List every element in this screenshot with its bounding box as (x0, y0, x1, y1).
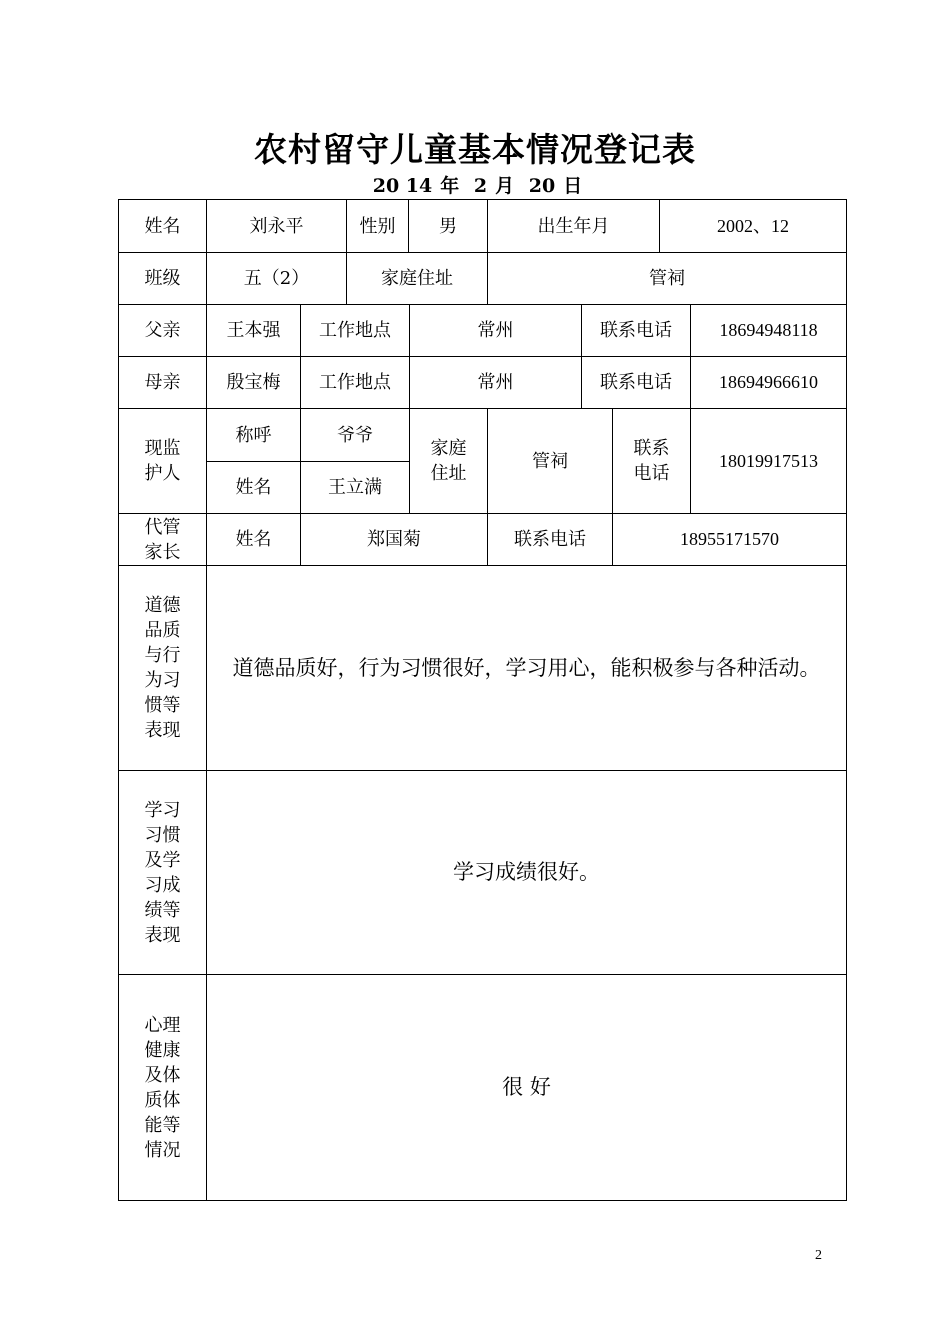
child-class-value: 五（2） (206, 252, 347, 305)
guardian-label: 现监 护人 (118, 408, 207, 514)
health-label: 心理 健康 及体 质体 能等 情况 (118, 974, 207, 1201)
mother-work-label: 工作地点 (300, 356, 410, 409)
child-name-value: 刘永平 (206, 199, 347, 253)
study-text: 学习成绩很好。 (206, 770, 847, 975)
proxy-label: 代管 家长 (118, 513, 207, 566)
proxy-phone-value: 18955171570 (612, 513, 847, 566)
child-class-label: 班级 (118, 252, 207, 305)
guardian-relation-value: 爷爷 (300, 408, 410, 462)
child-birth-value: 2002、12 (659, 199, 847, 253)
mother-work-value: 常州 (409, 356, 582, 409)
child-gender-label: 性别 (346, 199, 409, 253)
father-name: 王本强 (206, 304, 301, 357)
proxy-name-value: 郑国菊 (300, 513, 488, 566)
form-date: 20 14 年 2 月 20 日 (372, 175, 583, 197)
guardian-name-label: 姓名 (206, 461, 301, 514)
health-text: 很 好 (206, 974, 847, 1201)
child-gender-value: 男 (408, 199, 488, 253)
child-birth-label: 出生年月 (487, 199, 660, 253)
father-phone-value: 18694948118 (690, 304, 847, 357)
mother-phone-value: 18694966610 (690, 356, 847, 409)
guardian-address-label: 家庭 住址 (409, 408, 488, 514)
mother-phone-label: 联系电话 (581, 356, 691, 409)
guardian-phone-label: 联系 电话 (612, 408, 691, 514)
child-name-label: 姓名 (118, 199, 207, 253)
proxy-name-label: 姓名 (206, 513, 301, 566)
moral-text: 道德品质好，行为习惯很好，学习用心，能积极参与各种活动。 (206, 565, 847, 771)
father-work-label: 工作地点 (300, 304, 410, 357)
guardian-phone-value: 18019917513 (690, 408, 847, 514)
study-label: 学习 习惯 及学 习成 绩等 表现 (118, 770, 207, 975)
mother-label: 母亲 (118, 356, 207, 409)
mother-name: 殷宝梅 (206, 356, 301, 409)
guardian-relation-label: 称呼 (206, 408, 301, 462)
guardian-name-value: 王立满 (300, 461, 410, 514)
page-number: 2 (815, 1248, 822, 1263)
guardian-address-value: 管祠 (487, 408, 613, 514)
child-address-value: 管祠 (487, 252, 847, 305)
father-phone-label: 联系电话 (581, 304, 691, 357)
proxy-phone-label: 联系电话 (487, 513, 613, 566)
father-work-value: 常州 (409, 304, 582, 357)
father-label: 父亲 (118, 304, 207, 357)
child-address-label: 家庭住址 (346, 252, 488, 305)
page-title: 农村留守儿童基本情况登记表 (254, 130, 696, 169)
moral-label: 道德 品质 与行 为习 惯等 表现 (118, 565, 207, 771)
